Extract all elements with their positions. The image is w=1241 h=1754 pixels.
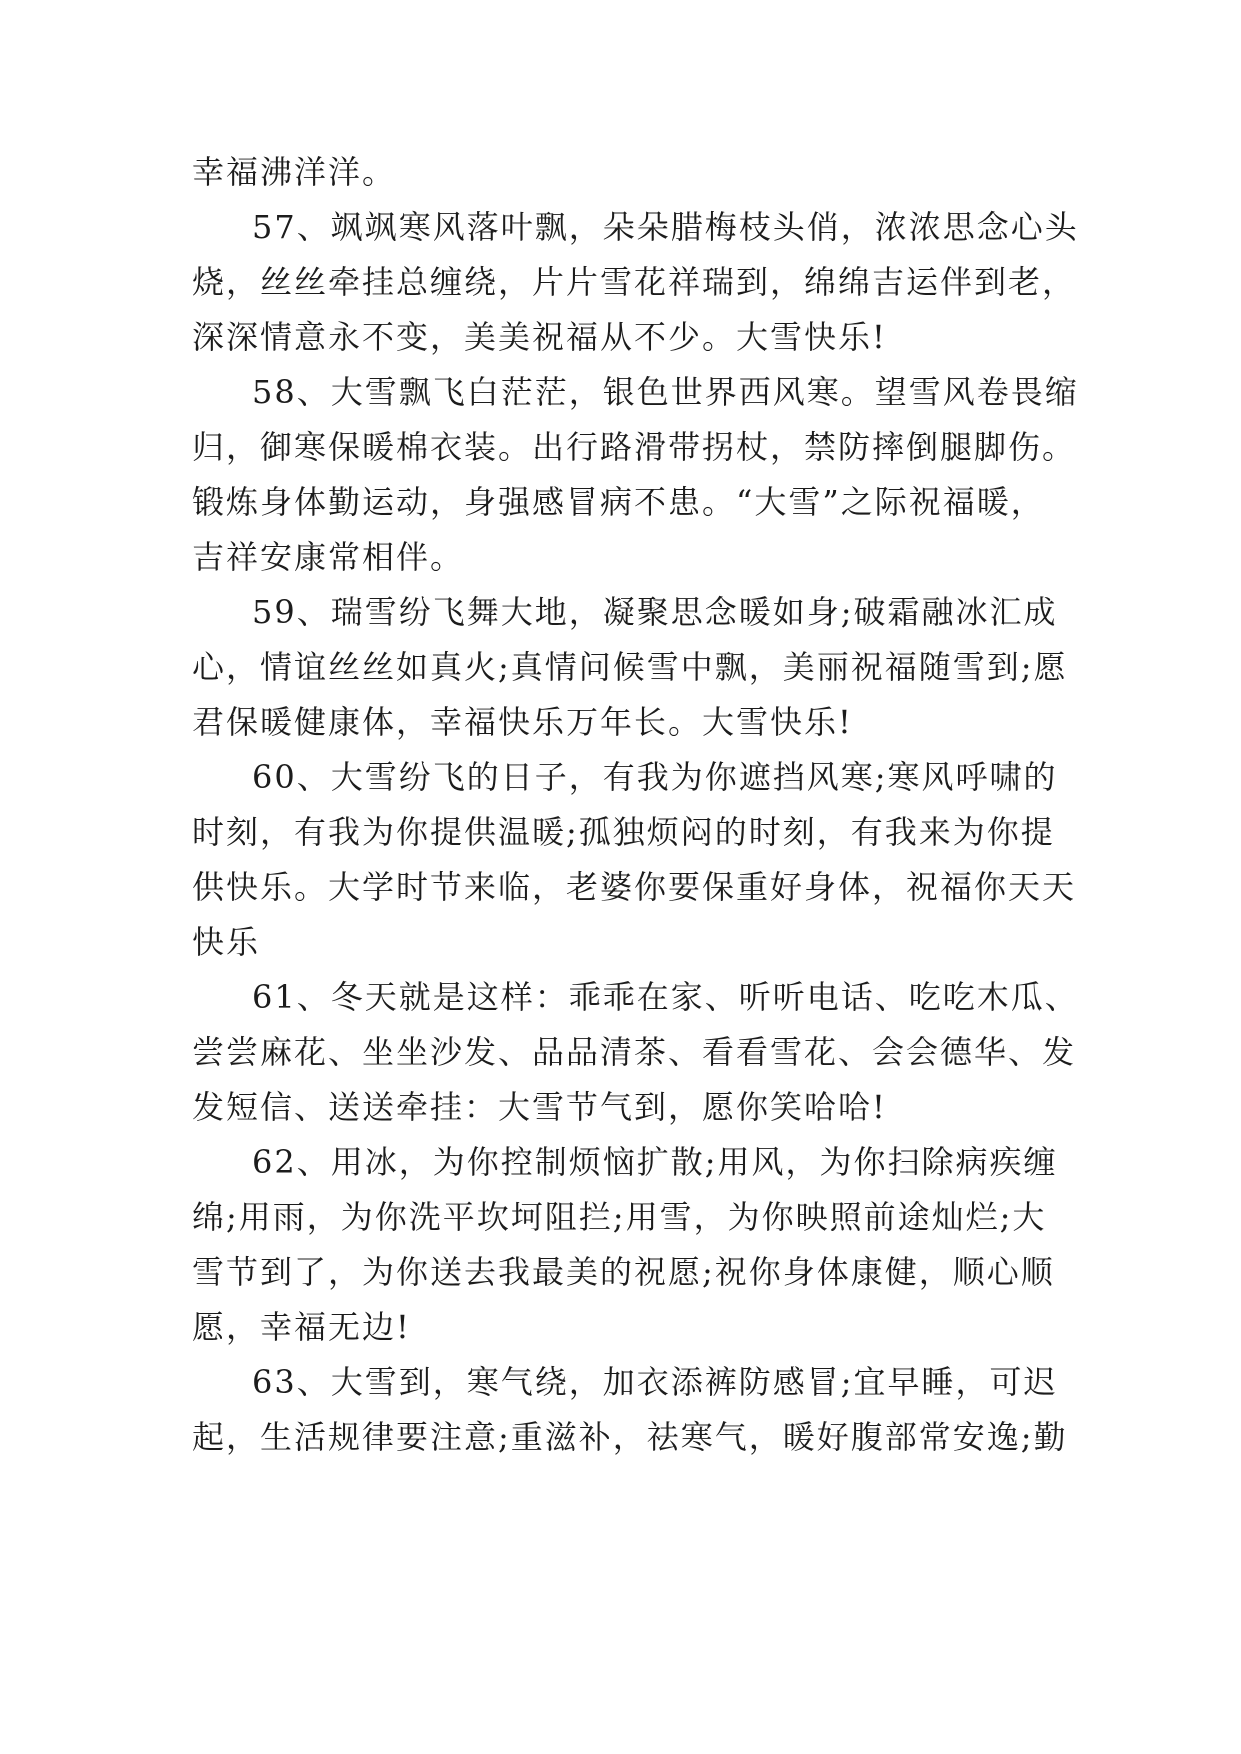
text-line: 快乐	[192, 923, 261, 961]
paragraph-57-line-1: 57、飒飒寒风落叶飘，朵朵腊梅枝头俏，浓浓思念心头	[252, 208, 1079, 246]
text-line: 烧，丝丝牵挂总缠绕，片片雪花祥瑞到，绵绵吉运伴到老，	[192, 263, 1077, 301]
text-line: 尝尝麻花、坐坐沙发、品品清茶、看看雪花、会会德华、发	[192, 1033, 1077, 1071]
text-line: 幸福沸洋洋。	[192, 153, 397, 191]
text-line: 愿，幸福无边!	[192, 1308, 411, 1346]
text-line: 吉祥安康常相伴。	[192, 538, 465, 576]
text-line: 锻炼身体勤运动，身强感冒病不患。“大雪”之际祝福暖，	[192, 483, 1045, 521]
text-line: 深深情意永不变，美美祝福从不少。大雪快乐!	[192, 318, 887, 356]
text-line: 君保暖健康体，幸福快乐万年长。大雪快乐!	[192, 703, 853, 741]
paragraph-61-line-1: 61、冬天就是这样：乖乖在家、听听电话、吃吃木瓜、	[252, 978, 1079, 1016]
paragraph-60-line-1: 60、大雪纷飞的日子，有我为你遮挡风寒;寒风呼啸的	[252, 758, 1058, 796]
paragraph-62-line-1: 62、用冰，为你控制烦恼扩散;用风，为你扫除病疾缠	[252, 1143, 1058, 1181]
text-line: 时刻，有我为你提供温暖;孤独烦闷的时刻，有我来为你提	[192, 813, 1055, 851]
text-line: 绵;用雨，为你洗平坎坷阻拦;用雪，为你映照前途灿烂;大	[192, 1198, 1047, 1236]
paragraph-59-line-1: 59、瑞雪纷飞舞大地，凝聚思念暖如身;破霜融冰汇成	[252, 593, 1058, 631]
text-line: 雪节到了，为你送去我最美的祝愿;祝你身体康健，顺心顺	[192, 1253, 1055, 1291]
text-line: 心，情谊丝丝如真火;真情问候雪中飘，美丽祝福随雪到;愿	[192, 648, 1068, 686]
paragraph-63-line-1: 63、大雪到，寒气绕，加衣添裤防感冒;宜早睡，可迟	[252, 1363, 1058, 1401]
text-line: 起，生活规律要注意;重滋补，祛寒气，暖好腹部常安逸;勤	[192, 1418, 1068, 1456]
text-line: 归，御寒保暖棉衣装。出行路滑带拐杖，禁防摔倒腿脚伤。	[192, 428, 1077, 466]
text-line: 供快乐。大学时节来临，老婆你要保重好身体，祝福你天天	[192, 868, 1077, 906]
paragraph-58-line-1: 58、大雪飘飞白茫茫，银色世界西风寒。望雪风卷畏缩	[252, 373, 1079, 411]
text-line: 发短信、送送牵挂：大雪节气到，愿你笑哈哈!	[192, 1088, 887, 1126]
